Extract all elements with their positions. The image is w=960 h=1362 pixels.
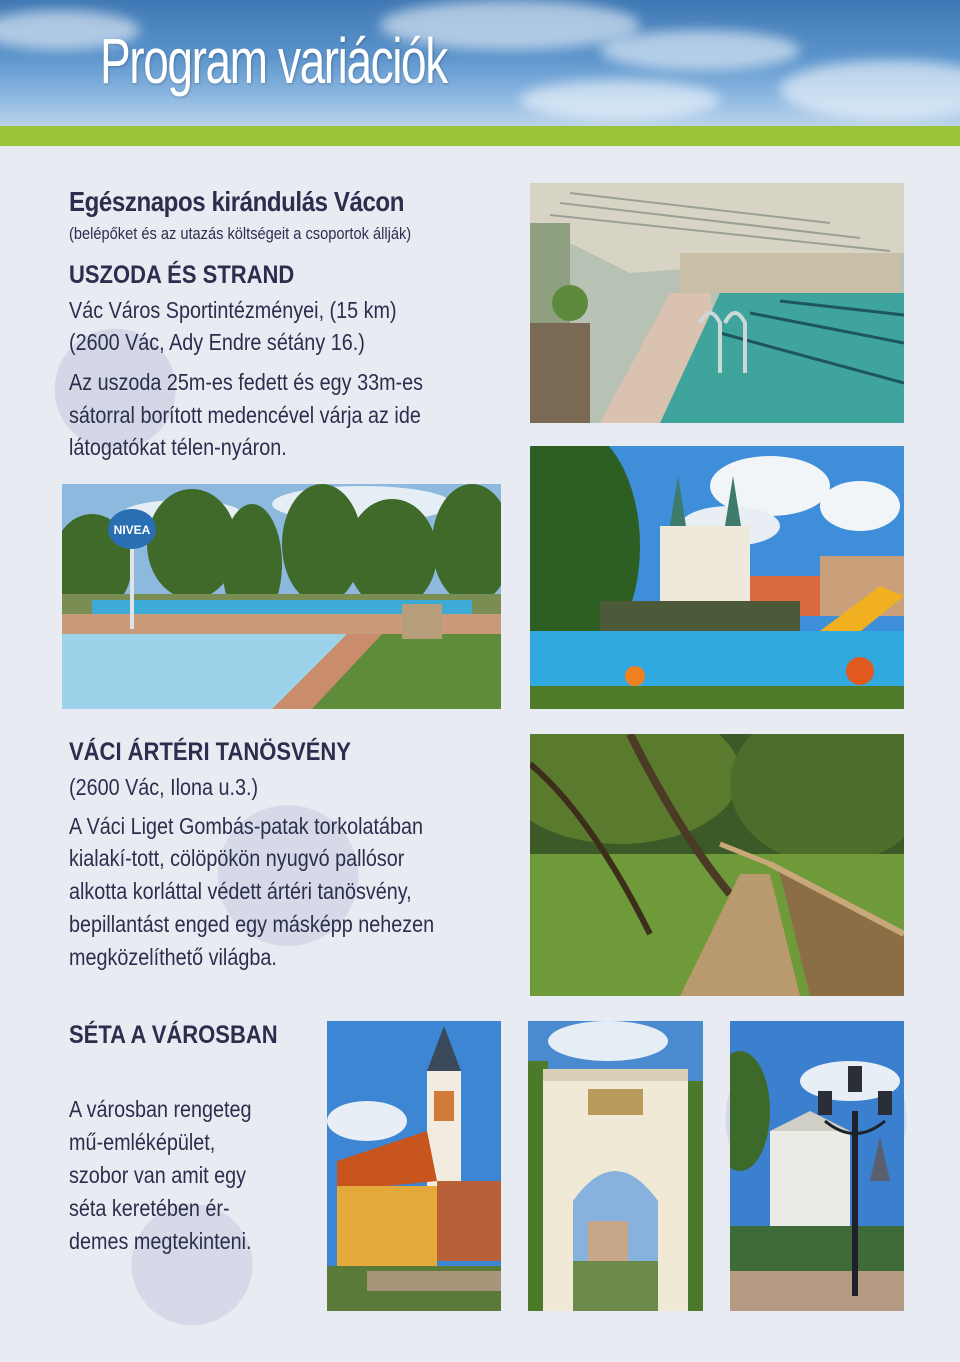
pool-line-5: látogatókat télen-nyáron. <box>69 434 287 460</box>
page-header <box>0 0 960 126</box>
outdoor-pool-photo <box>62 484 501 709</box>
walk-line-1: A városban rengeteg <box>69 1096 252 1122</box>
church-tower-photo <box>327 1021 501 1311</box>
boardwalk-photo <box>530 734 904 996</box>
pool-heading: USZODA ÉS STRAND <box>69 261 295 289</box>
triumphal-arch-photo <box>528 1021 703 1311</box>
walk-heading: SÉTA A VÁROSBAN <box>69 1021 278 1049</box>
walk-line-2: mű-emléképület, <box>69 1129 216 1155</box>
walk-line-4: séta keretében ér- <box>69 1195 230 1221</box>
walk-line-3: szobor van amit egy <box>69 1162 247 1188</box>
pool-line-2: (2600 Vác, Ady Endre sétány 16.) <box>69 329 365 355</box>
trail-heading: VÁCI ÁRTÉRI TANÖSVÉNY <box>69 738 351 766</box>
trail-line-1: A Váci Liget Gombás-patak torkolatában <box>69 813 424 839</box>
billboard-text: NIVEA <box>113 523 151 537</box>
trail-line-2: kialakí-tott, cölöpökön nyugvó pallósor <box>69 845 405 871</box>
trail-line-5: megközelíthető világba. <box>69 944 277 970</box>
indoor-pool-photo <box>530 183 904 423</box>
church-strand-photo <box>530 446 904 709</box>
walk-line-5: demes megtekinteni. <box>69 1228 252 1254</box>
pool-line-1: Vác Város Sportintézményei, (15 km) <box>69 297 397 323</box>
trail-line-3: alkotta korláttal védett ártéri tanösvény, <box>69 878 412 904</box>
pool-line-3: Az uszoda 25m-es fedett és egy 33m-es <box>69 369 424 395</box>
trail-address: (2600 Vác, Ilona u.3.) <box>69 774 259 800</box>
intro-title: Egésznapos kirándulás Vácon <box>69 186 404 217</box>
green-divider <box>0 126 960 146</box>
intro-note: (belépőket és az utazás költségeit a csoportok állják) <box>69 224 412 243</box>
pool-line-4: sátorral borított medencével várja az ide <box>69 402 421 428</box>
page-title: Program variációk <box>100 25 447 97</box>
trail-line-4: bepillantást enged egy másképp nehezen <box>69 911 435 937</box>
lamp-church-photo <box>730 1021 904 1311</box>
